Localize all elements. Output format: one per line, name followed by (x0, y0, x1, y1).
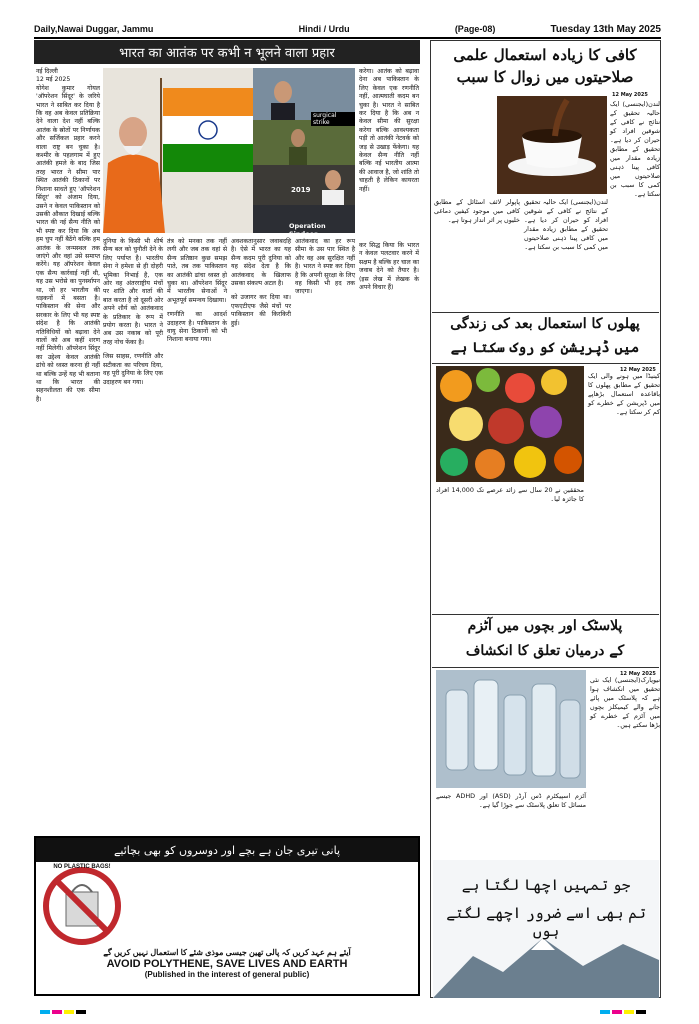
dateline: नई दिल्ली 12 मई 2025 (36, 68, 71, 84)
ad-headline: پانی تیری جان ہے بچے اور دوسروں کو بھی بچائیے (36, 838, 418, 862)
coffee-photo (497, 96, 607, 194)
top-rule (34, 37, 661, 39)
plastic-headline-1: پلاسٹک اور بچوں میں آٹزم (467, 618, 623, 634)
lower-col-3-text: अवशकतानुसार जवाबदहि है। ऐसे में भारत का यह सैन्य कदम पूरी दुनिया को यह संदेश देता है कि आतंकवाद के खिलाफ उसका संकल्प अटल है। (231, 238, 291, 288)
fruits-text-left: محققین نے 20 سال سے زائد عرصے تک 14,000 افراد کا جائزہ لیا۔ (436, 486, 584, 503)
flag-white (163, 116, 253, 144)
ad-urdu-pledge: آیئے ہم عہد کریں کہ پالی تھین جیسی موذی شئے کا استعمال نہیں کریں گے (103, 948, 351, 957)
col-5-text: करेगा। आतंक को बढ़ावा देना अब पाकिस्तान के लिए केवल एक रणनीति नहीं, आत्मघाती कदम बन चुका है। भारत ने साबित कर दिया है कि अब न केवल सीमा की सुरक्षा करेगा बल्कि आवश्यकता पड़ी तो आतंकी नेटवर्क को जड़ से उखाड़ फेंकेगा। यह केवल सैन्य नीति नहीं बल्कि नई भारतीय आत्मा की आवाज है, जो शांति तो चाहती है लेकिन कायरता नहीं। (359, 68, 419, 193)
no-plastic-sign (42, 866, 122, 946)
page-number: (Page-08) (454, 24, 496, 34)
photo-collage-svg (103, 68, 355, 233)
fruits-headline-2: میں ڈپریشن کو روک سکتا ہے (450, 340, 640, 356)
article-lower-col-3 (231, 238, 291, 830)
article-lower-col-1 (103, 238, 163, 830)
fruits-icon (436, 366, 584, 482)
lower-col-2-text: तंत्र को मनका तक नहीं लगी और जब तक वहां से सैन्य प्रतिष्ठान कुछ समझ पाते, तब तक पाकिस्तान का आतंकी ढांचा ध्वस्त हो चुका था। ऑपरेशन सिंदूर में भारतीय सेनाओं ने अभूतपूर्व समन्वय दिखाया। (167, 238, 227, 304)
article-lower-col-5 (359, 242, 419, 830)
masthead (34, 22, 661, 36)
quote-line-2: تم بھی اسے ضرور اچھے لگتے ہوں (446, 904, 646, 940)
fruits-date: 12 May 2025 (620, 367, 656, 373)
photo-person-2-shirt (322, 190, 344, 205)
figure-head (119, 117, 147, 149)
coffee-text-mid: لندن(ایجنسی) ایک حالیہ تحقیق کے نتائج نے کافی کے شوقین افراد کو حیران کر دیا ہے۔ تحقیق کے مطابق زیادہ مقدار میں کافی پینا ذہنی صلاحیتوں میں کمی کا سبب بن سکتا ہے۔ (524, 198, 608, 251)
main-photo-collage (103, 68, 355, 238)
plastic-photo (436, 670, 586, 788)
plastic-date: 12 May 2025 (620, 671, 656, 677)
color-mark-2 (52, 1010, 62, 1014)
photo-person-2 (325, 170, 341, 190)
ad-english-slogan: AVOID POLYTHENE, SAVE LIVES AND EARTH (106, 958, 348, 970)
color-mark-3 (64, 1010, 74, 1014)
col-1-text: योगेश कुमार गोयल 'ऑपरेशन सिंदूर' के जरिये भारत ने साबित कर दिया है कि वह अब केवल प्रतिक्रिया देने वाला देश नहीं बल्कि आतंक के स्रोतों पर निर्णायक और सर्जिकल प्रहार करने वाला राष्ट्र बन चुका है। कश्मीर के पहलगाम में हुए आतंकी हमले के बाद जिस तरह भारत ने सीमा पार स्थित आतंकी ठिकानों पर निशाना साधते हुए 'ऑपरेशन सिंदूर' को अंजाम दिया, उसने न केवल पाकिस्तान को उसकी औकात दिखाई बल्कि भारत की नई सैन्य नीति को भी स्पष्ट कर दिया कि अब हम चुप नहीं बैठेंगे बल्कि हम आतंक के जन्मस्थल तक जाएंगे और वहां उसे समाप्त करेंगे। यह ऑपरेशन केवल एक सैन्य कार्रवाई नहीं थी, यह उस भरोसे का पुनर्स्थापन था, जो हर भारतीय की धड़कनों में बसता है। पाकिस्तान की सेना और सरकार के लिए भी यह स्पष्ट संदेश है कि आतंकी गतिविधियों को बढ़ावा देने वालों को अब कहीं शरण नहीं मिलेगी। ऑपरेशन सिंदूर का उद्देश्य केवल आतंकी ढांचे को ध्वस्त करना ही नहीं था बल्कि उन्हें यह भी बताना था कि भारत की सहनशीलता की एक सीमा है। (36, 84, 100, 403)
ad-note: (Published in the interest of general public) (144, 970, 310, 979)
lower-col-1-text: दुनिया के किसी भी शीर्ष सैन्य बल को चुनौती देने के लिए पर्याप्त है। भारतीय सेना ने हमेशा से ही दोहरी भूमिका निभाई है, एक ओर वह अंतरराष्ट्रीय मंचों पर शांति और वार्ता की बात करता है तो दूसरी ओर अपने शौर्य को आतंकवाद के प्रतिकार के रूप में प्रयोग करता है। भारत ने अब उस नकाब को पूरी तरह नोच फेंका है। (103, 238, 163, 346)
masthead-center: Hindi / Urdu (298, 24, 350, 34)
coffee-date: 12 May 2025 (612, 92, 648, 98)
coffee-text-left: پاپولر لائف اسٹائل کے مطابق کافی میں موجود کیفین دماغی خلیوں پر اثر انداز ہوتا ہے۔ (434, 198, 520, 224)
flag-saffron (163, 88, 253, 116)
figure-beard (123, 146, 143, 155)
no-plastic-sign-text: NO PLASTIC BAGS! (53, 864, 111, 870)
label-operation-sindoor: Operation Sindoor (289, 222, 326, 238)
public-interest-ad (34, 836, 420, 996)
coffee-headline-1: کافی کا زیادہ استعمال علمی (453, 46, 637, 64)
color-mark-6 (612, 1010, 622, 1014)
fruits-text-right: کینیڈا میں ہونے والی ایک تحقیق کے مطابق پھلوں کا باقاعدہ استعمال بڑھاپے میں ڈپریشن کے خطرے کو کم کر سکتا ہے۔ (588, 372, 660, 416)
figure-robe (103, 155, 165, 234)
coffee-cup-icon (497, 96, 607, 194)
col-4-text: को उजागर कर दिया था। एफएटीएफ जैसे मंचों पर पाकिस्तान की किरकिरी हुई। (231, 294, 291, 327)
color-mark-1 (40, 1010, 50, 1014)
article-col-1 (36, 68, 100, 828)
color-mark-7 (624, 1010, 634, 1014)
fruits-headline-1: پھلوں کا استعمال بعد کی زندگی (450, 316, 640, 332)
no-plastic-icon (42, 866, 122, 946)
plastic-headline-2: کے درمیان تعلق کا انکشاف (465, 643, 625, 659)
col-2-text: जिस साहस, रणनीति और सटीकता का परिचय दिया, वह पूरी दुनिया के लिए एक उदाहरण बन गया। (103, 353, 163, 386)
photo-soldier (291, 129, 305, 147)
quote-box (433, 860, 659, 998)
ad-footer (36, 948, 418, 994)
main-headline: भारत का आतंक पर कभी न भूलने वाला प्रहार (34, 40, 420, 64)
article-col-5 (359, 68, 419, 240)
masthead-date: Tuesday 13th May 2025 (550, 23, 661, 35)
photo-soldier-uniform (289, 147, 307, 165)
quote-line-1: جو تمہیں اچھا لگتا ہے (461, 876, 631, 894)
photo-person-1-suit (271, 103, 295, 120)
lower-col-5-text: कर सिद्ध किया कि भारत न केवल पलटवार करने में सक्षम है बल्कि हर चाल का जवाब देने को तैयार है। (इस लेख में लेखक के अपने विचार हैं) (359, 242, 420, 292)
masthead-left: Daily,Nawai Duggar, Jammu (34, 24, 154, 34)
coffee-text-right: لندن(ایجنسی) ایک حالیہ تحقیق کے نتائج نے کافی کے شوقین افراد کو حیران کر دیا ہے۔ تحقیق کے مطابق زیادہ مقدار میں کافی پینا ذہنی صلاحیتوں میں کمی کا سبب بن سکتا ہے۔ (610, 100, 660, 198)
article-lower-col-2 (167, 238, 227, 830)
label-2019: 2019 (291, 186, 311, 194)
lower-col-4-text: आतंकवाद का हर रूप सीमा के उस पार स्थित है और वह अब सुरक्षित नहीं है। भारत ने स्पष्ट कर दिया है कि अपनी सुरक्षा के लिए वह किसी भी हद तक जाएगा। (295, 238, 355, 296)
article-lower-col-4 (295, 238, 355, 830)
coffee-headline-2: صلاحیتوں میں زوال کا سبب (456, 68, 634, 86)
color-mark-5 (600, 1010, 610, 1014)
col-3-text: रणनीति का आदर्श उदाहरण है। पाकिस्तान के वायु सेना ठिकानों को भी निशाना बनाया गया। (167, 311, 227, 344)
color-mark-4 (76, 1010, 86, 1014)
color-mark-8 (636, 1010, 646, 1014)
plastic-text-right: نیویارک(ایجنسی) ایک نئی تحقیق میں انکشاف ہوا ہے کہ پلاسٹک میں پائے جانے والے کیمیکلز بچوں میں آٹزم کے خطرے کو بڑھا سکتے ہیں۔ (590, 676, 660, 729)
plastic-text-left: آٹزم اسپیکٹرم ڈس آرڈر (ASD) اور ADHD جیسے مسائل کا تعلق پلاسٹک سے جوڑا گیا ہے۔ (436, 792, 586, 809)
flag-green (163, 144, 253, 172)
label-surgical-strike: surgical strike (311, 112, 355, 126)
fruits-photo (436, 366, 584, 482)
photo-person-1 (274, 81, 292, 103)
plastic-bottles-icon (436, 670, 586, 788)
